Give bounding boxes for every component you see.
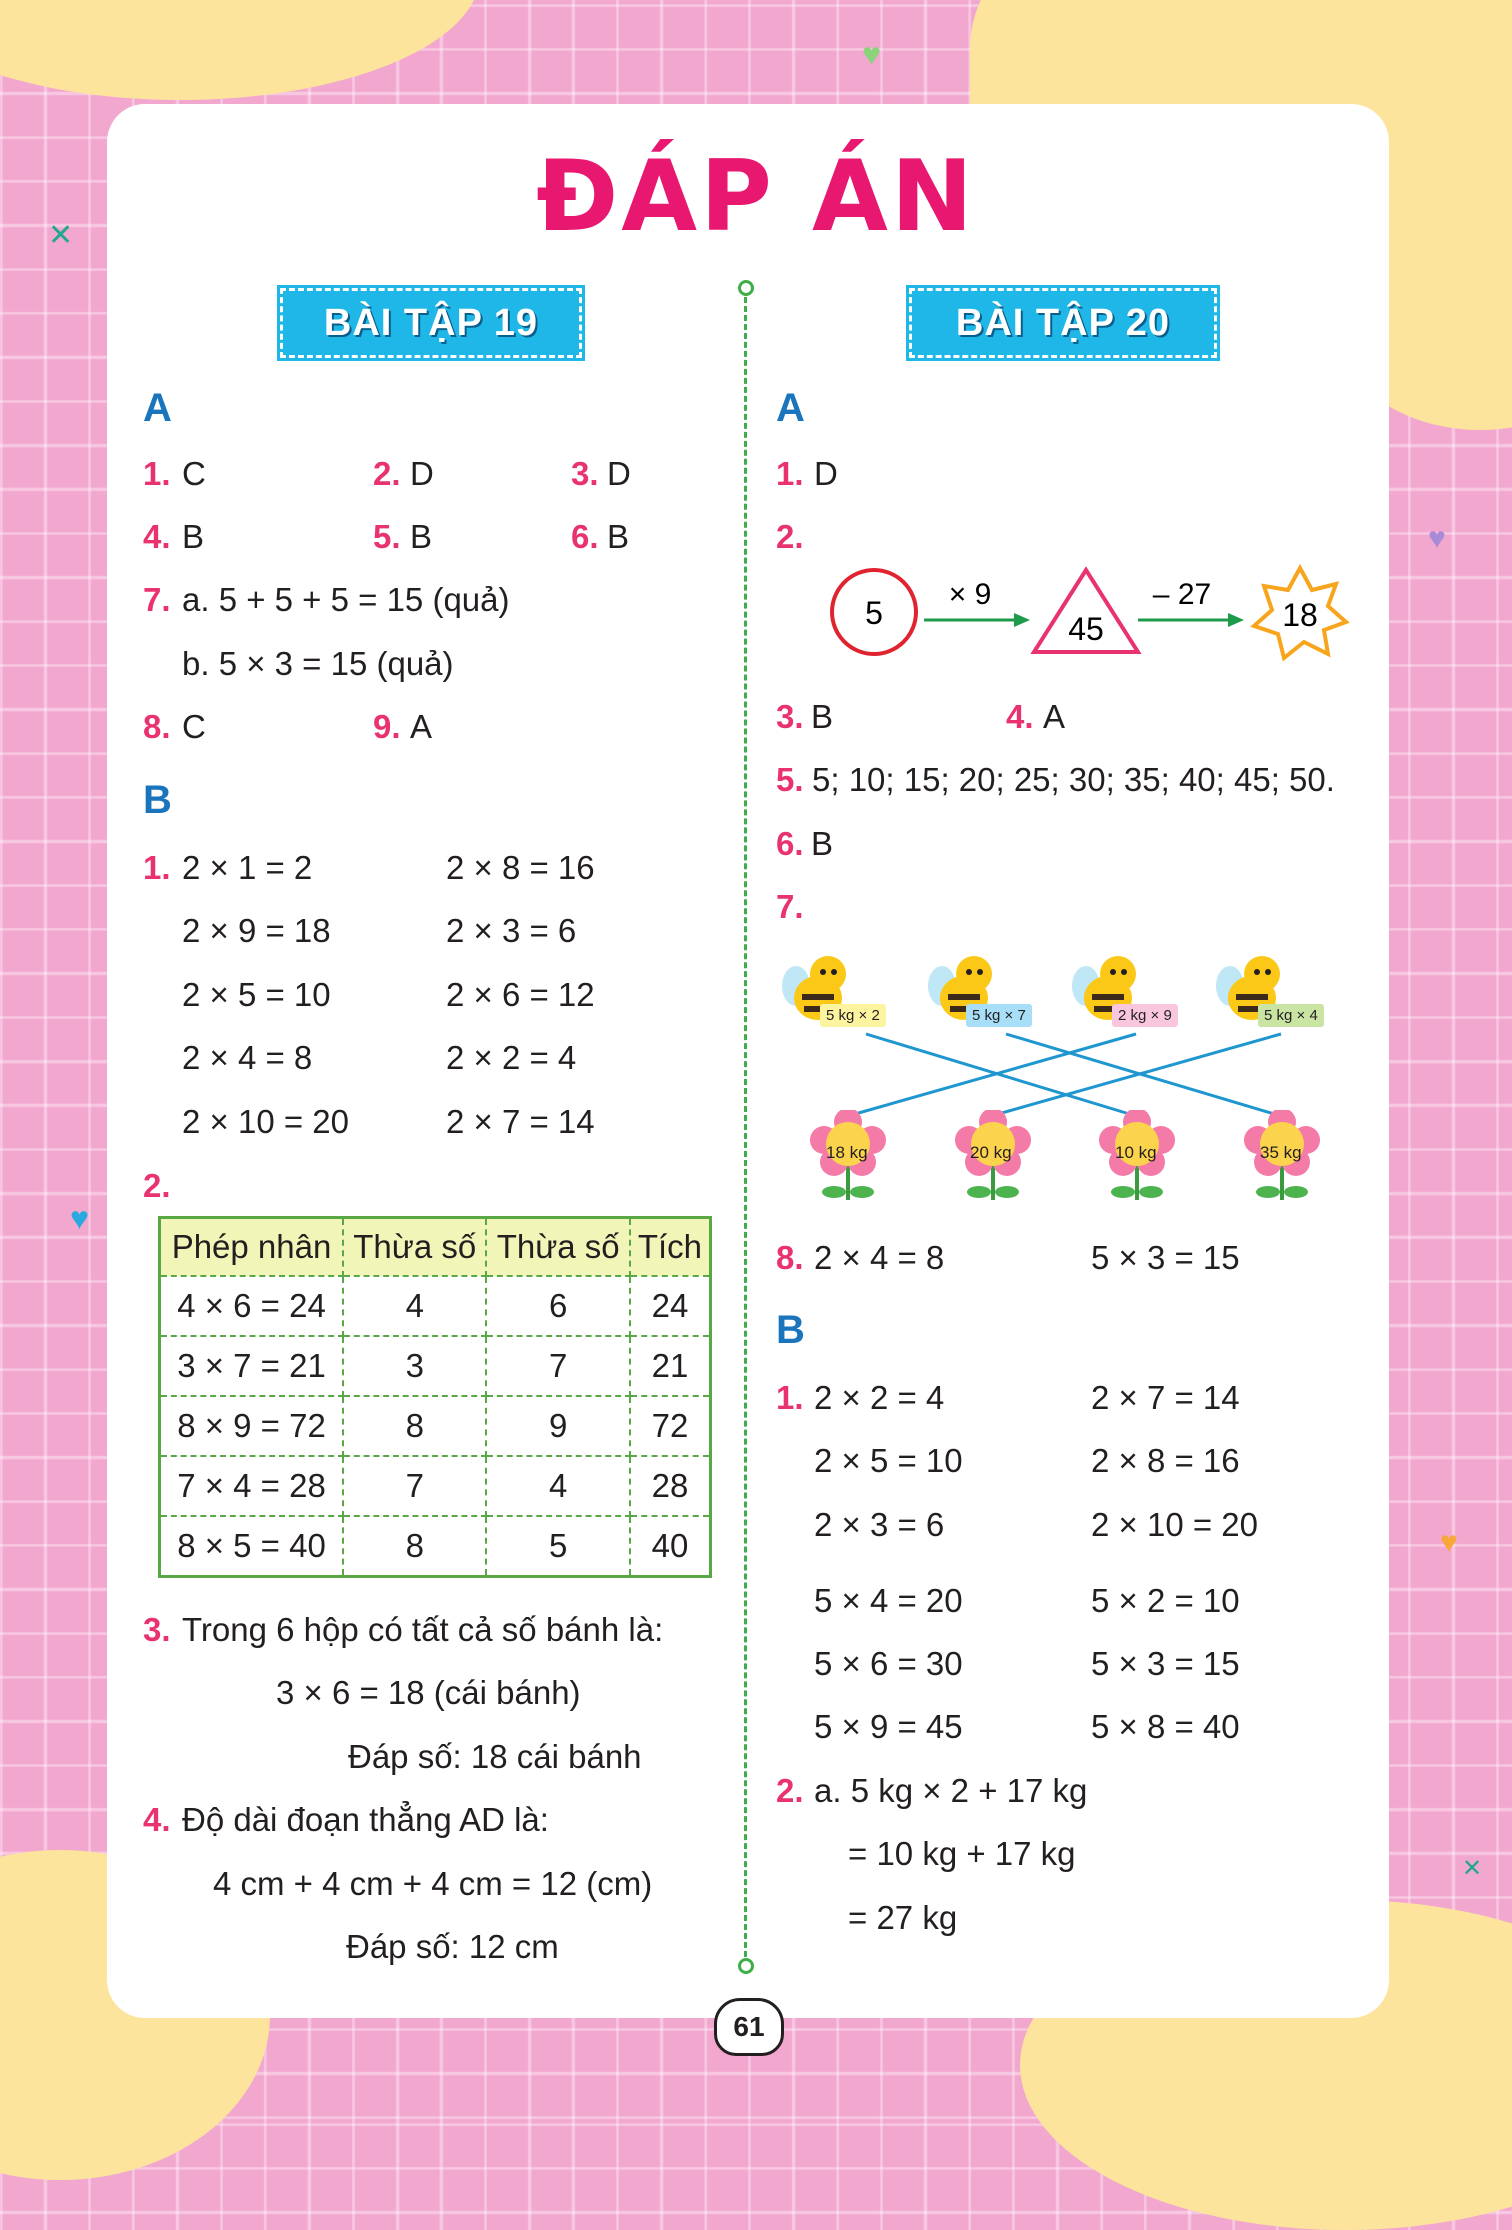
question-number: 4. bbox=[1006, 698, 1034, 735]
calculation: = 27 kg bbox=[848, 1899, 958, 1936]
question-number: 2. bbox=[776, 1772, 804, 1809]
final-answer: Đáp số: 18 cái bánh bbox=[348, 1738, 642, 1775]
table-cell: 7 × 4 = 28 bbox=[160, 1456, 344, 1516]
equation: 2 × 1 = 2 bbox=[182, 849, 313, 886]
equation: 2 × 10 = 20 bbox=[182, 1103, 349, 1140]
question-number: 3. bbox=[776, 698, 804, 735]
question-number: 5. bbox=[373, 518, 401, 555]
answer: 5; 10; 15; 20; 25; 30; 35; 40; 45; 50. bbox=[812, 761, 1335, 798]
question-number: 2. bbox=[776, 518, 804, 555]
final-answer: Đáp số: 12 cm bbox=[346, 1928, 559, 1965]
question-number: 5. bbox=[776, 761, 804, 798]
answer: B bbox=[410, 518, 433, 555]
answer: D bbox=[410, 455, 434, 492]
equation: 2 × 8 = 16 bbox=[1091, 1442, 1240, 1479]
question-number: 9. bbox=[373, 708, 401, 745]
equation: 2 × 5 = 10 bbox=[814, 1442, 963, 1479]
answer: A bbox=[410, 708, 433, 745]
table-header: Thừa số bbox=[343, 1218, 486, 1277]
heart-icon: ♥ bbox=[1440, 1526, 1458, 1559]
answer: B bbox=[811, 825, 834, 862]
calculation: 3 × 6 = 18 (cái bánh) bbox=[276, 1674, 581, 1711]
arrow-head-icon bbox=[1228, 613, 1244, 627]
question-number: 4. bbox=[143, 1801, 171, 1838]
question-number: 8. bbox=[776, 1239, 804, 1276]
table-cell: 3 × 7 = 21 bbox=[160, 1336, 344, 1396]
table-cell: 7 bbox=[343, 1456, 486, 1516]
bee-label: 2 kg × 9 bbox=[1112, 1004, 1178, 1027]
table-cell: 7 bbox=[486, 1336, 629, 1396]
equation: 2 × 3 = 6 bbox=[814, 1506, 945, 1543]
equation: 5 × 2 = 10 bbox=[1091, 1582, 1240, 1619]
badge-bai-tap-20: BÀI TẬP 20 bbox=[909, 288, 1217, 358]
table-cell: 9 bbox=[486, 1396, 629, 1456]
table-cell: 6 bbox=[486, 1276, 629, 1336]
answer: B bbox=[811, 698, 834, 735]
calculation: 4 cm + 4 cm + 4 cm = 12 (cm) bbox=[213, 1865, 653, 1902]
question-number: 3. bbox=[571, 455, 599, 492]
bee-label: 5 kg × 4 bbox=[1258, 1004, 1324, 1027]
operation-2: – 27 bbox=[1152, 578, 1212, 611]
operation-1: × 9 bbox=[948, 578, 992, 611]
table-cell: 4 × 6 = 24 bbox=[160, 1276, 344, 1336]
question-number: 1. bbox=[143, 455, 171, 492]
equation: 2 × 5 = 10 bbox=[182, 976, 331, 1013]
table-row bbox=[160, 1336, 711, 1396]
flower-label: 20 kg bbox=[970, 1143, 1012, 1162]
section-a: A bbox=[143, 386, 172, 430]
flower-label: 35 kg bbox=[1260, 1143, 1302, 1162]
section-b: B bbox=[143, 778, 172, 822]
question-text: Độ dài đoạn thẳng AD là: bbox=[182, 1801, 549, 1838]
table-row bbox=[160, 1456, 711, 1516]
equation: 5 × 9 = 45 bbox=[814, 1708, 963, 1745]
mid-value: 45 bbox=[1068, 611, 1104, 647]
heart-icon: ♥ bbox=[1428, 522, 1446, 555]
table-cell: 3 bbox=[343, 1336, 486, 1396]
corner-blob bbox=[0, 0, 480, 100]
answer: B bbox=[182, 518, 205, 555]
question-number: 1. bbox=[776, 1379, 804, 1416]
divider-dot bbox=[738, 1958, 754, 1974]
equation: 5 × 8 = 40 bbox=[1091, 1708, 1240, 1745]
column-divider bbox=[744, 288, 747, 1966]
question-number: 2. bbox=[143, 1167, 171, 1204]
flower-label: 10 kg bbox=[1115, 1143, 1157, 1162]
start-value: 5 bbox=[865, 595, 883, 631]
bee-label: 5 kg × 7 bbox=[966, 1004, 1032, 1027]
answer: 5 × 3 = 15 bbox=[1091, 1239, 1240, 1276]
answer: C bbox=[182, 708, 206, 745]
table-cell: 28 bbox=[630, 1456, 711, 1516]
equation: 2 × 4 = 8 bbox=[182, 1039, 313, 1076]
operation-chain-diagram bbox=[820, 560, 1360, 680]
bee-label: 5 kg × 2 bbox=[820, 1004, 886, 1027]
equation: 2 × 7 = 14 bbox=[1091, 1379, 1240, 1416]
table-header-row bbox=[160, 1218, 711, 1277]
badge-bai-tap-19: BÀI TẬP 19 bbox=[280, 288, 582, 358]
table-header: Phép nhân bbox=[160, 1218, 344, 1277]
table-cell: 72 bbox=[630, 1396, 711, 1456]
question-number: 1. bbox=[143, 849, 171, 886]
answer: B bbox=[607, 518, 630, 555]
table-cell: 8 × 9 = 72 bbox=[160, 1396, 344, 1456]
table-header: Tích bbox=[630, 1218, 711, 1277]
table-cell: 4 bbox=[486, 1456, 629, 1516]
page-title: ĐÁP ÁN bbox=[536, 140, 976, 254]
table-row bbox=[160, 1516, 711, 1577]
equation: 2 × 2 = 4 bbox=[446, 1039, 577, 1076]
equation: 2 × 6 = 12 bbox=[446, 976, 595, 1013]
question-number: 8. bbox=[143, 708, 171, 745]
equation: 5 × 4 = 20 bbox=[814, 1582, 963, 1619]
table-cell: 40 bbox=[630, 1516, 711, 1577]
equation: 2 × 7 = 14 bbox=[446, 1103, 595, 1140]
answer: b. 5 × 3 = 15 (quả) bbox=[182, 645, 454, 682]
table-cell: 8 × 5 = 40 bbox=[160, 1516, 344, 1577]
question-number: 1. bbox=[776, 455, 804, 492]
section-a: A bbox=[776, 386, 805, 430]
equation: 2 × 8 = 16 bbox=[446, 849, 595, 886]
table-row bbox=[160, 1396, 711, 1456]
answer: A bbox=[1043, 698, 1066, 735]
divider-dot bbox=[738, 280, 754, 296]
table-header: Thừa số bbox=[486, 1218, 629, 1277]
cross-icon: ✕ bbox=[48, 219, 74, 252]
equation: 5 × 6 = 30 bbox=[814, 1645, 963, 1682]
question-number: 3. bbox=[143, 1611, 171, 1648]
question-number: 2. bbox=[373, 455, 401, 492]
arrow-head-icon bbox=[1014, 613, 1030, 627]
multiplication-table bbox=[158, 1216, 712, 1578]
question-number: 7. bbox=[776, 888, 804, 925]
table-cell: 8 bbox=[343, 1516, 486, 1577]
answer: C bbox=[182, 455, 206, 492]
equation: 2 × 2 = 4 bbox=[814, 1379, 945, 1416]
page-number: 61 bbox=[714, 1998, 784, 2056]
question-number: 4. bbox=[143, 518, 171, 555]
answer: 2 × 4 = 8 bbox=[814, 1239, 945, 1276]
end-value: 18 bbox=[1282, 597, 1318, 633]
equation: 2 × 9 = 18 bbox=[182, 912, 331, 949]
equation: 2 × 10 = 20 bbox=[1091, 1506, 1258, 1543]
table-cell: 24 bbox=[630, 1276, 711, 1336]
equation: 5 × 3 = 15 bbox=[1091, 1645, 1240, 1682]
table-cell: 4 bbox=[343, 1276, 486, 1336]
flower-label: 18 kg bbox=[826, 1143, 868, 1162]
question-number: 6. bbox=[571, 518, 599, 555]
question-number: 7. bbox=[143, 581, 171, 618]
table-row bbox=[160, 1276, 711, 1336]
equation: 2 × 3 = 6 bbox=[446, 912, 577, 949]
question-number: 6. bbox=[776, 825, 804, 862]
heart-icon: ♥ bbox=[862, 36, 881, 72]
calculation: a. 5 kg × 2 + 17 kg bbox=[814, 1772, 1088, 1809]
question-text: Trong 6 hộp có tất cả số bánh là: bbox=[182, 1611, 664, 1648]
calculation: = 10 kg + 17 kg bbox=[848, 1835, 1076, 1872]
section-b: B bbox=[776, 1308, 805, 1352]
answer: D bbox=[607, 455, 631, 492]
answer: D bbox=[814, 455, 838, 492]
cross-icon: ✕ bbox=[1462, 1855, 1483, 1882]
heart-icon: ♥ bbox=[70, 1200, 89, 1236]
answer: a. 5 + 5 + 5 = 15 (quả) bbox=[182, 581, 510, 618]
table-cell: 5 bbox=[486, 1516, 629, 1577]
table-cell: 8 bbox=[343, 1396, 486, 1456]
table-cell: 21 bbox=[630, 1336, 711, 1396]
